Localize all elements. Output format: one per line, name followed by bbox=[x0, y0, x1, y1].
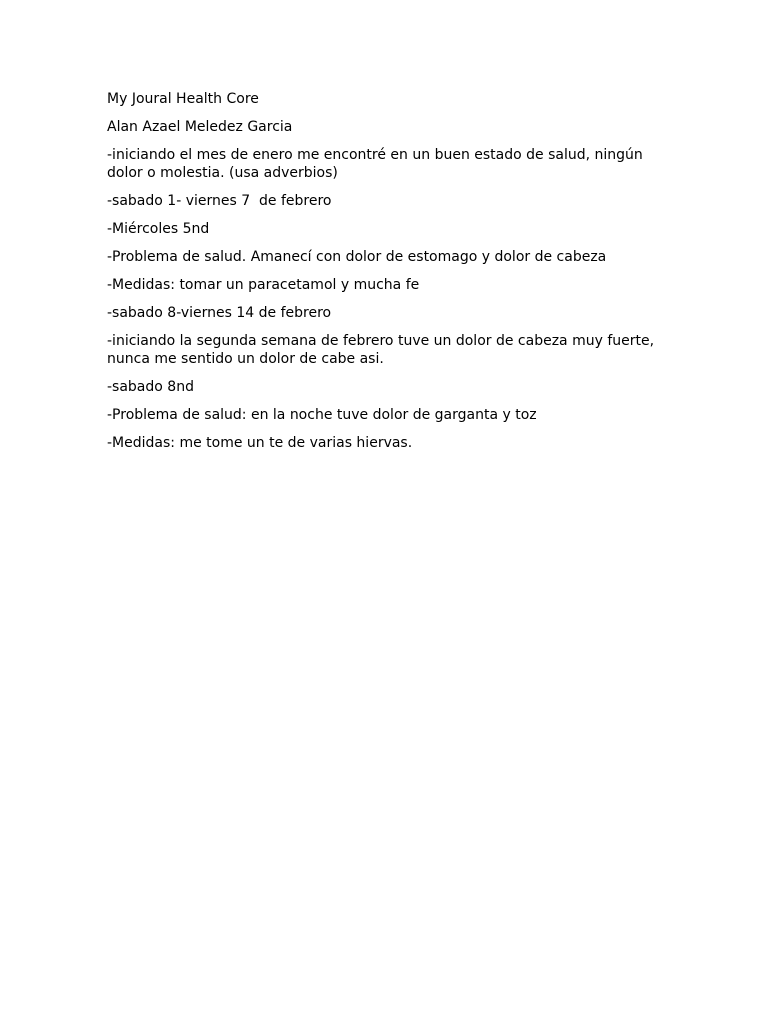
paragraph-problem-1: -Problema de salud. Amanecí con dolor de estomago y dolor de cabeza bbox=[107, 249, 607, 265]
paragraph-week-1-dates: -sabado 1- viernes 7 de febrero bbox=[107, 193, 332, 209]
paragraph-week-2-intro: -iniciando la segunda semana de febrero tuve un dolor de cabeza muy fuerte, nunca me sentido un dolor de cabe asi. bbox=[107, 333, 659, 367]
author-name: Alan Azael Meledez Garcia bbox=[107, 119, 293, 135]
paragraph-intro: -iniciando el mes de enero me encontré en un buen estado de salud, ningún dolor o molestia. (usa adverbios) bbox=[107, 147, 648, 181]
paragraph-measures-1: -Medidas: tomar un paracetamol y mucha fe bbox=[107, 277, 420, 293]
paragraph-problem-2: -Problema de salud: en la noche tuve dolor de garganta y toz bbox=[107, 407, 537, 423]
document-body bbox=[107, 90, 662, 462]
document-title: My Joural Health Core bbox=[107, 91, 259, 107]
paragraph-day-2: -sabado 8nd bbox=[107, 379, 194, 395]
paragraph-measures-2: -Medidas: me tome un te de varias hiervas. bbox=[107, 435, 413, 451]
paragraph-day: -Miércoles 5nd bbox=[107, 221, 210, 237]
paragraph-week-2-dates: -sabado 8-viernes 14 de febrero bbox=[107, 305, 332, 321]
